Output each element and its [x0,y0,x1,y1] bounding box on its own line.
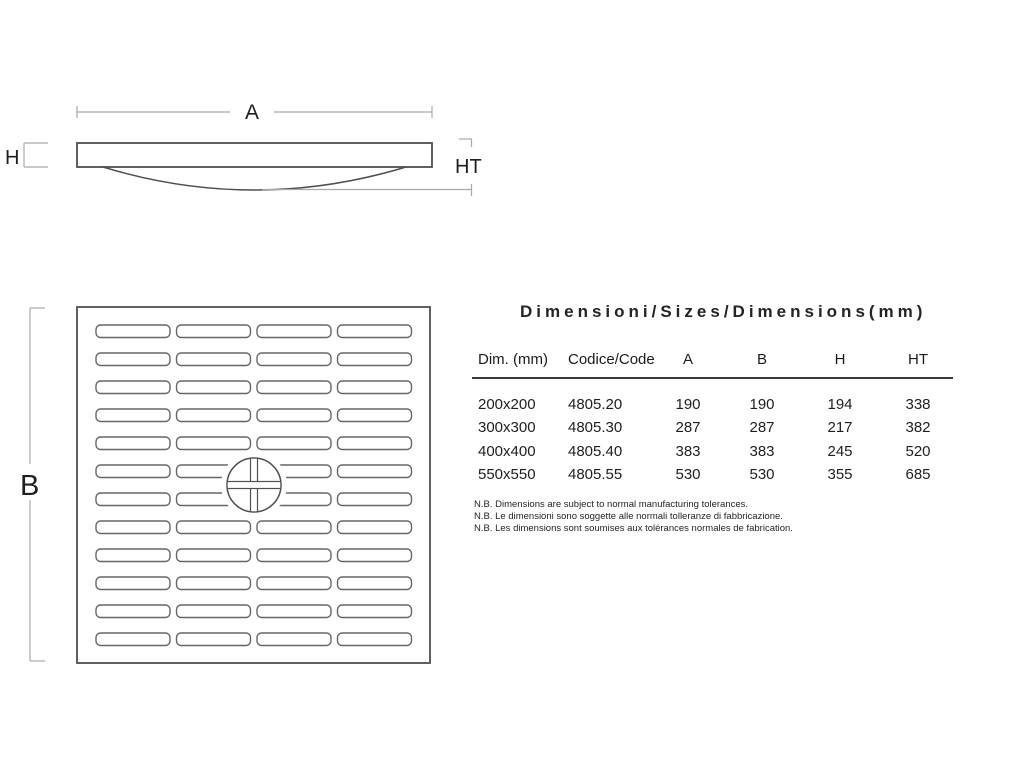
table-title: Dimensioni/Sizes/Dimensions(mm) [520,302,927,321]
cell-b: 383 [749,442,775,460]
note-line: N.B. Les dimensions sont soumises aux tolérances normales de fabrication. [474,523,793,535]
cell-b: 530 [749,466,775,484]
tolerance-notes [474,499,954,535]
col-header-code: Codice/Code [568,351,655,368]
header-divider-line [472,377,953,379]
col-header-a: A [682,351,693,368]
cell-h: 217 [827,419,853,437]
cell-ht: 382 [905,419,931,437]
cell-ht: 685 [905,466,931,484]
dim-label-a: A [244,101,260,124]
note-line: N.B. Dimensions are subject to normal manufacturing tolerances. [474,499,749,510]
cell-dim: 300x300 [478,419,536,437]
cell-a: 190 [675,396,701,413]
table-header-row [470,351,965,368]
cell-code: 4805.20 [568,396,623,413]
cell-code: 4805.55 [568,466,623,484]
cell-code: 4805.40 [568,442,623,460]
cell-dim: 550x550 [478,466,536,484]
dim-label-b: B [20,470,40,502]
cell-a: 287 [675,419,701,437]
dimensions-table [470,300,970,550]
cell-code: 4805.30 [568,419,623,437]
dim-label-h: H [5,147,20,169]
cell-ht: 338 [905,396,931,413]
side-view-bowl-curve [103,167,406,190]
table-row [470,463,957,486]
grate-top-view-drawing [20,307,430,663]
side-view-drawing [5,101,482,196]
cell-dim: 400x400 [478,442,536,460]
note-line: N.B. Le dimensioni sono soggette alle normali tolleranze di fabbricazione. [474,511,783,523]
cell-dim: 200x200 [478,396,536,413]
table-row [470,416,957,439]
col-header-dim: Dim. (mm) [478,351,548,368]
col-header-b: B [756,351,767,368]
col-header-h: H [834,351,846,368]
cell-h: 355 [827,466,853,484]
cell-b: 190 [749,396,775,413]
cell-h: 194 [827,396,853,413]
cell-h: 245 [827,442,853,460]
cell-a: 383 [675,442,701,460]
cell-b: 287 [749,419,775,437]
dim-bracket-h [24,143,48,167]
col-header-ht: HT [908,351,928,368]
dim-label-ht: HT [455,156,482,178]
table-row [470,393,957,416]
cell-a: 530 [675,466,701,484]
side-view-plate [77,143,432,167]
cell-ht: 520 [905,442,931,460]
table-row [470,440,957,463]
table-body [470,393,957,487]
